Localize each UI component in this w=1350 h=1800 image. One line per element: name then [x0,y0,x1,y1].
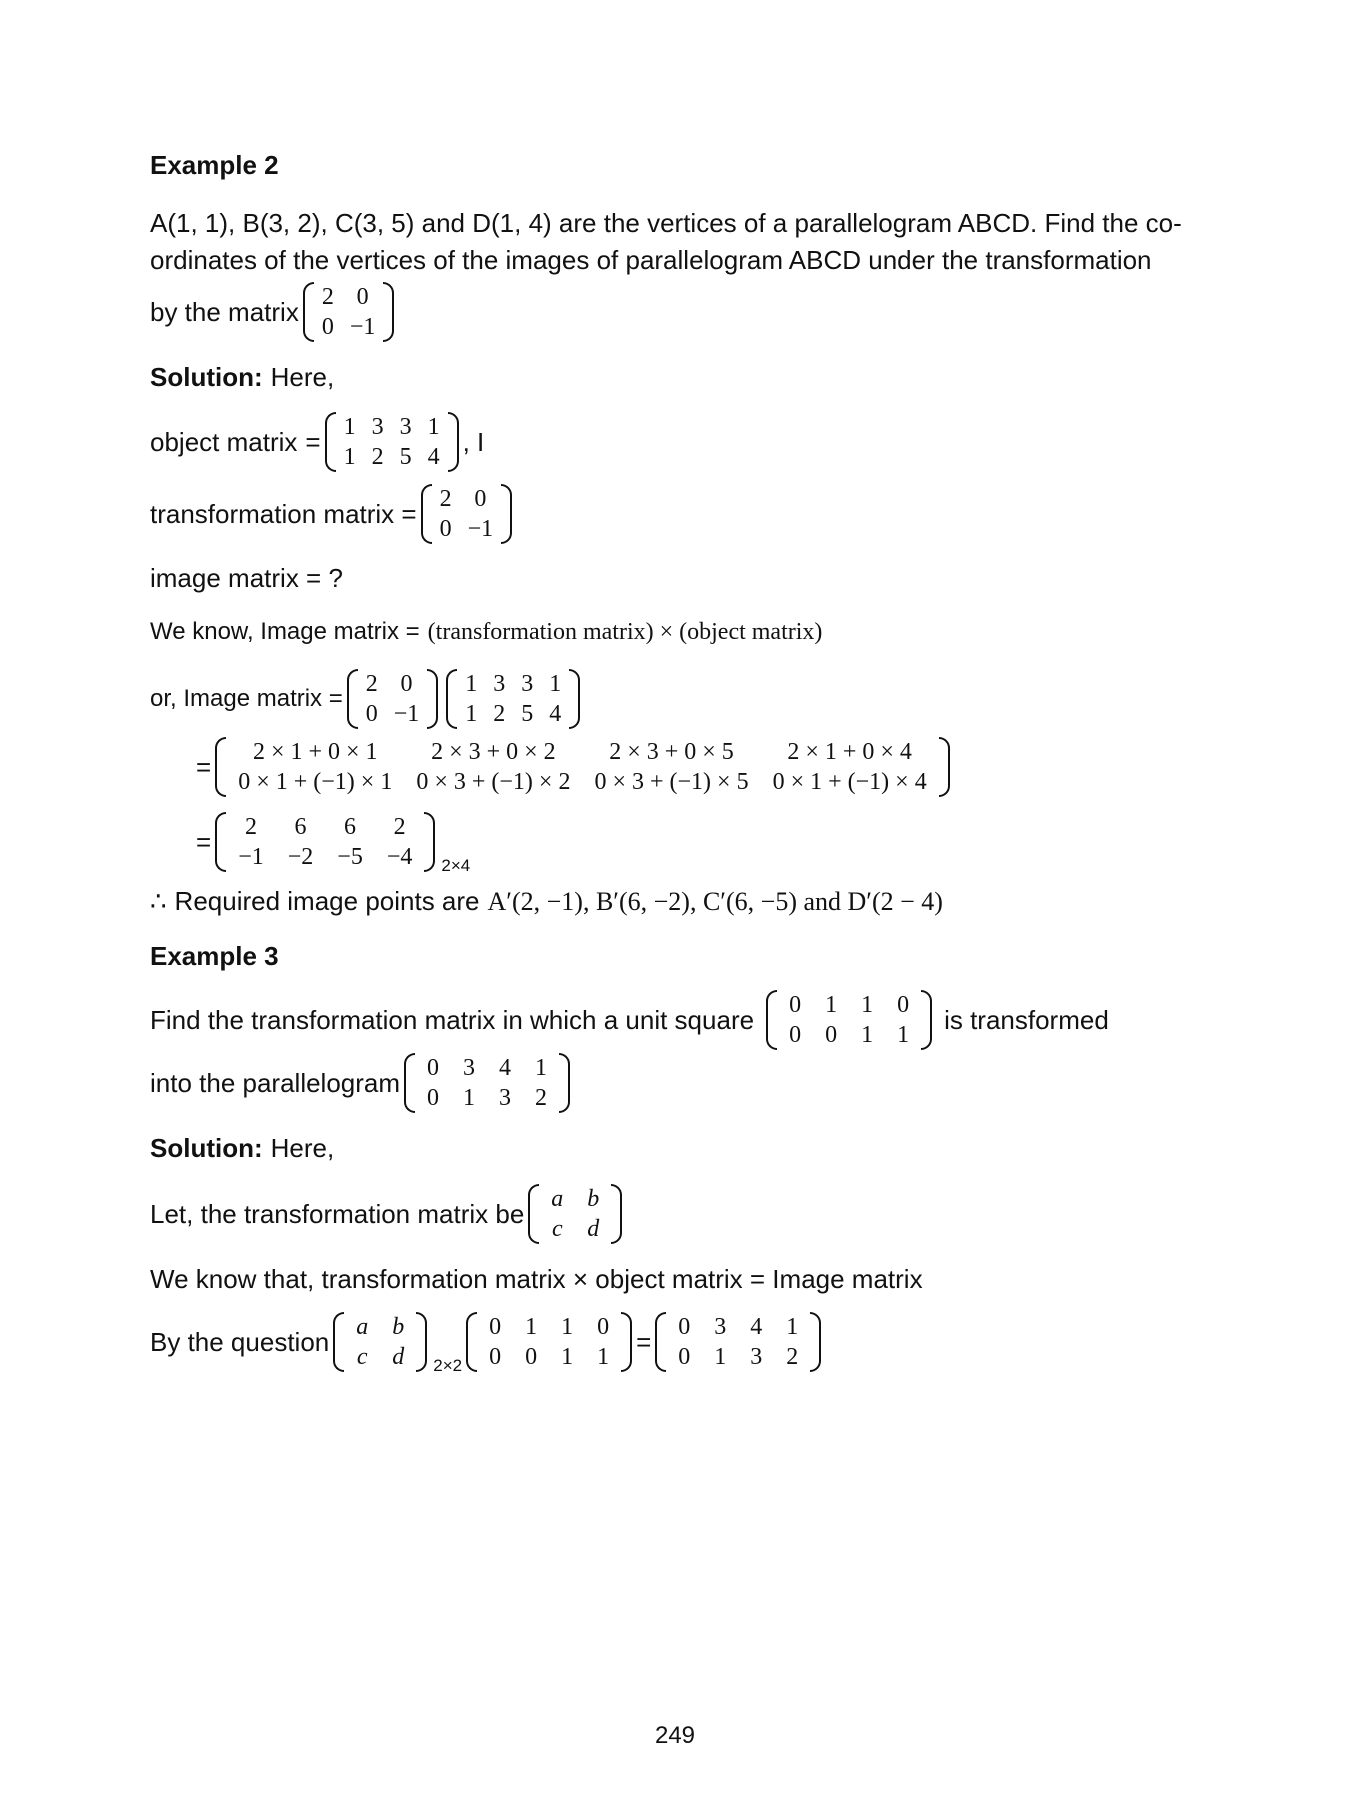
therefore-line [150,886,943,917]
right-paren [921,990,932,1050]
matrix-entry: 0 [356,284,369,310]
matrix-row [226,812,424,842]
matrix-entry: 3 [493,671,506,697]
result-order: 2×4 [441,856,471,875]
matrix-entry: 0 [597,1314,610,1340]
parallelogram-prefix: into the parallelogram [150,1067,401,1098]
matrix-row [314,312,384,342]
matrix-entry: 2 [439,486,452,512]
matrix-entry: 0 [321,314,334,340]
solution-label-3: Solution: [150,1133,263,1163]
unit-square-prefix: Find the transformation matrix in which a unit square [150,1004,755,1035]
object-matrix-trail: , I [462,426,485,457]
matrix-entry: 2 [371,444,384,470]
question-order: 2×2 [433,1356,463,1375]
matrix-row [344,1312,416,1342]
matrix-entry: 0 [897,992,910,1018]
matrix-row [666,1312,810,1342]
left-paren [466,1312,477,1372]
matrix-entry: d [392,1344,405,1370]
right-paren [939,737,950,797]
matrix-entry: 1 [525,1314,538,1340]
matrix-entry: 4 [549,701,562,727]
matrix-row [457,669,569,699]
matrix-row [226,737,939,767]
matrix-entry: 1 [535,1055,548,1081]
matrix-entry: b [392,1314,405,1340]
matrix-entry: 2 × 1 + 0 × 1 [252,739,378,765]
matrix-entry: −2 [287,844,314,870]
example-2-solution [150,362,334,393]
matrix-entry: 2 [244,814,257,840]
or-object-matrix [446,669,580,729]
matrix-row [539,1214,611,1244]
matrix-row [226,842,424,872]
object-matrix-equals: = [305,426,321,457]
matrix-entry: 0 [400,671,413,697]
matrix-entry: 1 [561,1344,574,1370]
matrix-row [666,1342,810,1372]
matrix-entry: 0 [525,1344,538,1370]
matrix-entry: −1 [349,314,376,340]
example-2-problem-line-1: A(1, 1), B(3, 2), C(3, 5) and D(1, 4) are the vertices of a parallelogram ABCD. Find the co- [150,208,1182,238]
left-paren [421,484,432,544]
we-know-prefix: We know, Image matrix = [150,618,420,645]
by-the-question-label: By the question [150,1326,330,1357]
matrix-row [415,1053,559,1083]
matrix-entry: 1 [786,1314,799,1340]
transformation-matrix-line [150,484,516,544]
or-image-matrix-label: or, Image matrix = [150,685,343,712]
left-paren [446,669,457,729]
result-line [196,812,471,875]
matrix-entry: a [551,1186,564,1212]
parallelogram-matrix [404,1053,570,1113]
object-matrix [325,412,459,472]
matrix-entries [666,1312,810,1372]
matrix-entry: 5 [521,701,534,727]
page-number: 249 [654,1722,696,1749]
matrix-entries [314,282,384,342]
left-paren [766,990,777,1050]
matrix-entry: −4 [386,844,413,870]
solution-text-3: Here, [270,1133,335,1163]
matrix-entries [539,1184,611,1244]
matrix-row [477,1312,621,1342]
matrix-entry: 1 [561,1314,574,1340]
matrix-entries [457,669,569,729]
matrix-entry: 0 [789,992,802,1018]
transformation-matrix [421,484,513,544]
let-text: Let, the transformation matrix be [150,1198,525,1229]
matrix-entry: −5 [337,844,363,870]
transformation-matrix-label: transformation matrix = [150,498,417,529]
matrix-entry: 0 [825,1022,838,1048]
matrix-entry: 2 [365,671,378,697]
matrix-entry: 2 × 3 + 0 × 5 [609,739,734,765]
matrix-entries [226,812,424,872]
matrix-row [336,442,448,472]
right-paren [424,812,435,872]
right-paren [810,1312,821,1372]
or-transformation-matrix [347,669,439,729]
matrix-entry: 1 [861,1022,874,1048]
left-paren [528,1184,539,1244]
matrix-entry: 2 [535,1085,548,1111]
we-know-line [150,618,822,646]
matrix-entries [432,484,502,544]
matrix-row [226,767,939,797]
matrix-entry: 2 [393,814,406,840]
example-2-problem-line-3 [150,282,398,342]
matrix-entry: 1 [465,701,478,727]
left-paren [325,412,336,472]
matrix-entry: 1 [897,1022,910,1048]
matrix-entries [226,737,939,797]
matrix-entry: 2 [786,1344,799,1370]
question-matrix-abcd [333,1312,427,1372]
solution-label: Solution: [150,362,263,392]
result-matrix [215,812,435,872]
matrix-entry: 0 [427,1055,440,1081]
matrix-entry: −1 [393,701,420,727]
matrix-entry: 1 [597,1344,610,1370]
matrix-entry: 4 [499,1055,512,1081]
matrix-entry: 3 [750,1344,763,1370]
matrix-row [314,282,384,312]
matrix-entries [777,990,921,1050]
matrix-entry: 5 [399,444,412,470]
matrix-entry: 3 [371,414,384,440]
matrix-entry: −1 [467,516,494,542]
matrix-entries [477,1312,621,1372]
matrix-entry: 3 [521,671,534,697]
therefore-text: Required image points are [174,886,480,916]
matrix-entry: 4 [427,444,440,470]
matrix-entry: 2 [321,284,334,310]
matrix-entry: 0 × 3 + (−1) × 5 [594,769,749,795]
matrix-entry: 4 [750,1314,763,1340]
right-paren [611,1184,622,1244]
question-equals: = [636,1326,652,1357]
matrix-entries [358,669,428,729]
matrix-entry: 0 × 1 + (−1) × 1 [238,769,393,795]
matrix-row [457,699,569,729]
matrix-entry: 0 × 1 + (−1) × 4 [772,769,927,795]
right-paren [559,1053,570,1113]
example-2-heading: Example 2 [150,150,279,180]
problem-matrix [303,282,395,342]
matrix-entry: 1 [861,992,874,1018]
matrix-entry: 3 [714,1314,727,1340]
image-matrix-line: image matrix = ? [150,563,343,593]
right-paren [448,412,459,472]
matrix-entry: 1 [343,444,356,470]
matrix-entry: 3 [399,414,412,440]
matrix-entry: 1 [549,671,562,697]
matrix-entry: 1 [343,414,356,440]
left-paren [303,282,314,342]
left-paren [215,812,226,872]
solution-text: Here, [270,362,335,392]
matrix-entry: 1 [714,1344,727,1370]
matrix-entry: 1 [465,671,478,697]
matrix-entries [344,1312,416,1372]
therefore-symbol: ∴ [150,886,167,916]
matrix-row [358,699,428,729]
matrix-row [477,1342,621,1372]
matrix-entries [415,1053,559,1113]
matrix-entry: 0 [489,1344,502,1370]
matrix-entry: 1 [825,992,838,1018]
matrix-entry: d [587,1216,600,1242]
matrix-entry: 1 [463,1085,476,1111]
matrix-entry: −1 [238,844,264,870]
right-paren [569,669,580,729]
result-equals: = [196,826,212,857]
example-2-problem-line-2: ordinates of the vertices of the images of parallelogram ABCD under the transformation [150,245,1152,275]
matrix-entry: a [356,1314,369,1340]
unit-square-suffix: is transformed [944,1004,1109,1035]
left-paren [404,1053,415,1113]
question-object-matrix [466,1312,632,1372]
matrix-entry: 3 [463,1055,476,1081]
example-3-solution [150,1133,334,1164]
right-paren [621,1312,632,1372]
matrix-row [344,1342,416,1372]
matrix-row [415,1083,559,1113]
matrix-entry: 0 [789,1022,802,1048]
left-paren [655,1312,666,1372]
matrix-entry: c [551,1216,563,1242]
let-matrix [528,1184,622,1244]
expanded-equals: = [196,751,212,782]
matrix-row [777,1020,921,1050]
right-paren [427,669,438,729]
right-paren [416,1312,427,1372]
object-matrix-line [150,412,484,472]
matrix-entry: 6 [344,814,357,840]
example-3-heading: Example 3 [150,941,279,971]
right-paren [383,282,394,342]
expanded-matrix [215,737,950,797]
matrix-entry: 2 [493,701,506,727]
matrix-entry: 1 [427,414,440,440]
matrix-entry: c [356,1344,368,1370]
matrix-entry: 0 [427,1085,440,1111]
by-the-question-line [150,1312,825,1375]
expanded-line [196,737,954,797]
image-points: A′(2, −1), B′(6, −2), C′(6, −5) and D′(2 − 4) [487,886,943,916]
left-paren [347,669,358,729]
matrix-entry: 0 [489,1314,502,1340]
matrix-entry: 0 [678,1344,691,1370]
matrix-entry: 0 [678,1314,691,1340]
matrix-row [358,669,428,699]
we-know-that-line: We know that, transformation matrix × object matrix = Image matrix [150,1264,923,1294]
matrix-row [432,514,502,544]
matrix-entry: 2 × 1 + 0 × 4 [787,739,912,765]
matrix-row [777,990,921,1020]
example-3-problem-line-2 [150,1053,574,1113]
matrix-entries [336,412,448,472]
matrix-row [336,412,448,442]
or-image-matrix-line [150,669,584,729]
matrix-row [539,1184,611,1214]
matrix-entry: 0 [474,486,487,512]
unit-square-matrix [766,990,932,1050]
matrix-entry: 2 × 3 + 0 × 2 [431,739,556,765]
matrix-entry: 6 [294,814,307,840]
matrix-entry: 0 [439,516,452,542]
matrix-entry: 0 × 3 + (−1) × 2 [416,769,571,795]
question-image-matrix [655,1312,821,1372]
example-3-problem-line-1 [150,990,1109,1050]
let-matrix-line [150,1184,626,1244]
right-paren [501,484,512,544]
problem-by-matrix-label: by the matrix [150,296,299,327]
matrix-entry: 3 [499,1085,512,1111]
left-paren [215,737,226,797]
object-matrix-label: object matrix [150,426,298,457]
matrix-entry: 0 [365,701,378,727]
left-paren [333,1312,344,1372]
matrix-row [432,484,502,514]
matrix-entry: b [587,1186,600,1212]
we-know-formula: (transformation matrix) × (object matrix) [427,618,823,645]
